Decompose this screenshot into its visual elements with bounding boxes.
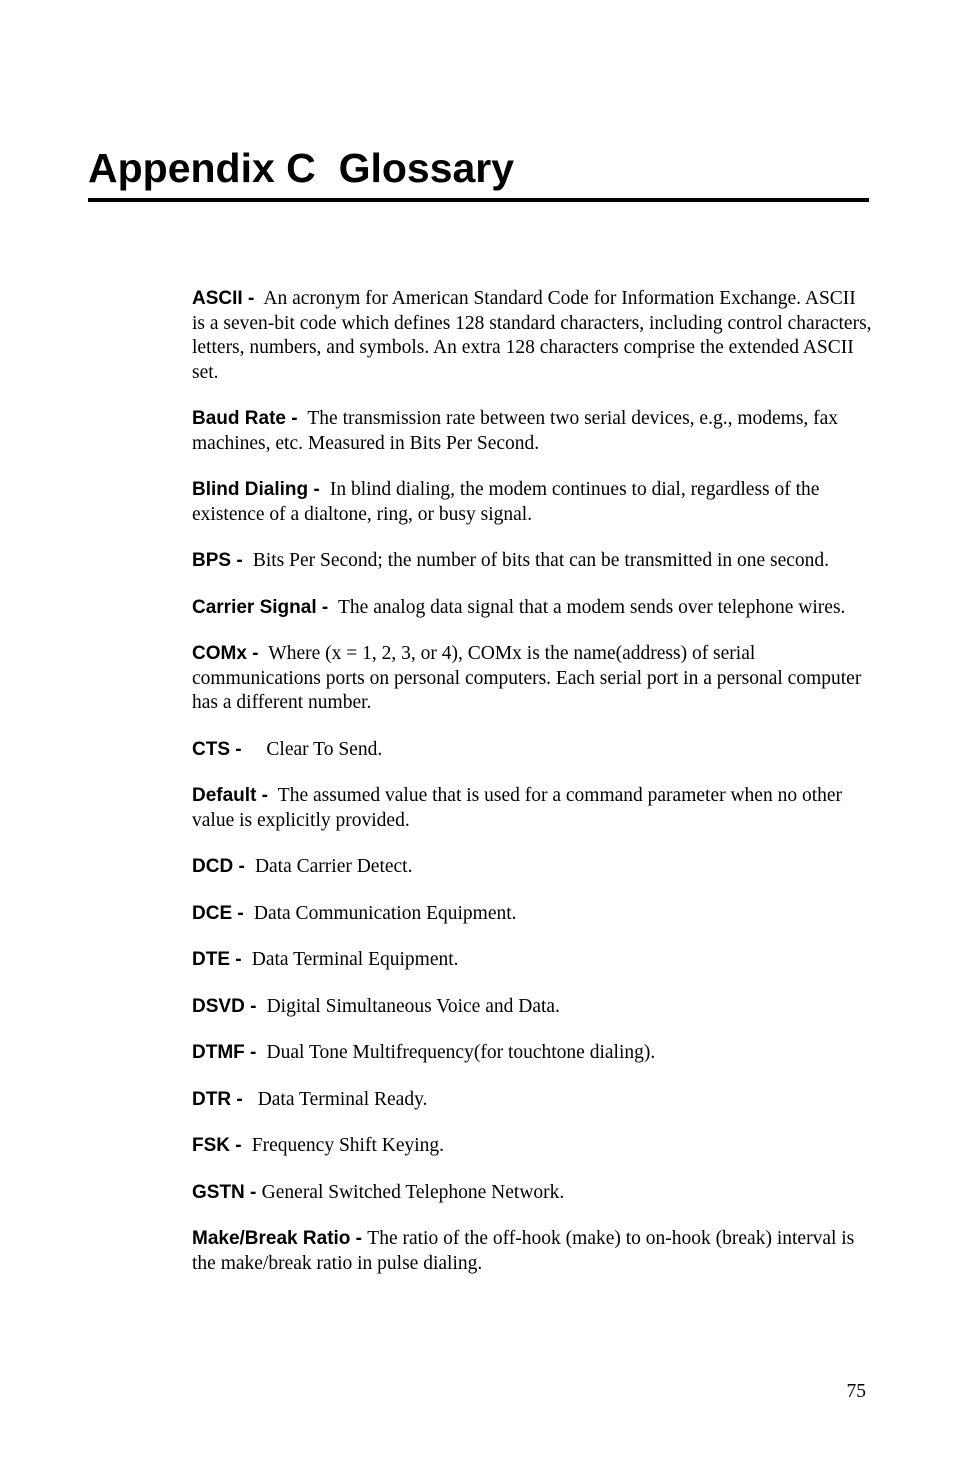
glossary-definition: Data Communication Equipment.	[249, 902, 517, 924]
glossary-entry-bps	[192, 549, 872, 574]
glossary-term: COMx -	[192, 643, 264, 664]
glossary-entry-cts	[192, 738, 872, 763]
glossary-list	[192, 287, 877, 1298]
glossary-entry-dtmf	[192, 1041, 872, 1066]
glossary-term: DCE -	[192, 902, 249, 924]
glossary-term: DTE -	[192, 949, 247, 970]
glossary-entry-blind-dialing	[192, 478, 872, 527]
glossary-term: Make/Break Ratio -	[192, 1228, 368, 1249]
glossary-definition: Dual Tone Multifrequency(for touchtone dialing).	[261, 1042, 656, 1063]
glossary-definition: The transmission rate between two serial devices, e.g., modems, fax machines, etc. Measured in Bits Per Second.	[192, 408, 843, 454]
glossary-term: Blind Dialing -	[192, 479, 325, 500]
page-title: Appendix C Glossary	[88, 142, 869, 202]
page-number: 75	[846, 1381, 866, 1402]
glossary-definition: Clear To Send.	[246, 738, 383, 760]
glossary-entry-make-break-ratio	[192, 1227, 872, 1276]
glossary-term: DTR -	[192, 1088, 248, 1110]
glossary-term: GSTN -	[192, 1181, 262, 1203]
glossary-term: DSVD -	[192, 995, 262, 1017]
glossary-definition: Bits Per Second; the number of bits that can be transmitted in one second.	[247, 550, 830, 571]
glossary-term: Default -	[192, 785, 274, 806]
glossary-entry-dsvd	[192, 995, 872, 1020]
glossary-entry-dce	[192, 902, 872, 927]
glossary-definition: The analog data signal that a modem sends over telephone wires.	[333, 596, 846, 618]
glossary-term: DTMF -	[192, 1042, 262, 1063]
glossary-entry-fsk	[192, 1134, 872, 1159]
glossary-definition: Frequency Shift Keying.	[246, 1135, 445, 1156]
glossary-entry-gstn	[192, 1181, 872, 1206]
glossary-entry-baud-rate	[192, 407, 872, 456]
glossary-entry-comx	[192, 642, 872, 716]
glossary-definition: An acronym for American Standard Code for Information Exchange. ASCII is a seven-bit code which defines 128 standard characters, including control characters, letters, numbers, and symbols. An extra 128 characters comprise the extended ASCII set.	[192, 288, 877, 383]
glossary-term: DCD -	[192, 856, 251, 877]
glossary-definition: General Switched Telephone Network.	[261, 1181, 565, 1203]
glossary-term: Carrier Signal -	[192, 596, 334, 618]
glossary-entry-dtr	[192, 1088, 872, 1113]
glossary-definition: Where (x = 1, 2, 3, or 4), COMx is the name(address) of serial communications ports on personal computers. Each serial port in a personal computer has a different number.	[192, 643, 867, 713]
glossary-term: BPS -	[192, 550, 248, 571]
glossary-entry-ascii	[192, 287, 877, 385]
glossary-definition: Digital Simultaneous Voice and Data.	[261, 995, 560, 1017]
glossary-term: Baud Rate -	[192, 408, 303, 429]
glossary-definition: The ratio of the off-hook (make) to on-hook (break) interval is the make/break ratio in pulse dialing.	[192, 1228, 860, 1274]
glossary-entry-carrier-signal	[192, 596, 872, 621]
glossary-definition: In blind dialing, the modem continues to dial, regardless of the existence of a dialtone, ring, or busy signal.	[192, 479, 825, 525]
glossary-entry-dcd	[192, 855, 872, 880]
glossary-entry-dte	[192, 948, 872, 973]
glossary-definition: The assumed value that is used for a command parameter when no other value is explicitly provided.	[192, 785, 847, 831]
glossary-definition: Data Carrier Detect.	[250, 856, 413, 877]
glossary-term: CTS -	[192, 738, 247, 760]
glossary-term: ASCII -	[192, 288, 260, 309]
glossary-entry-default	[192, 784, 872, 833]
glossary-definition: Data Terminal Equipment.	[246, 949, 459, 970]
glossary-term: FSK -	[192, 1135, 247, 1156]
glossary-definition: Data Terminal Ready.	[247, 1088, 428, 1110]
